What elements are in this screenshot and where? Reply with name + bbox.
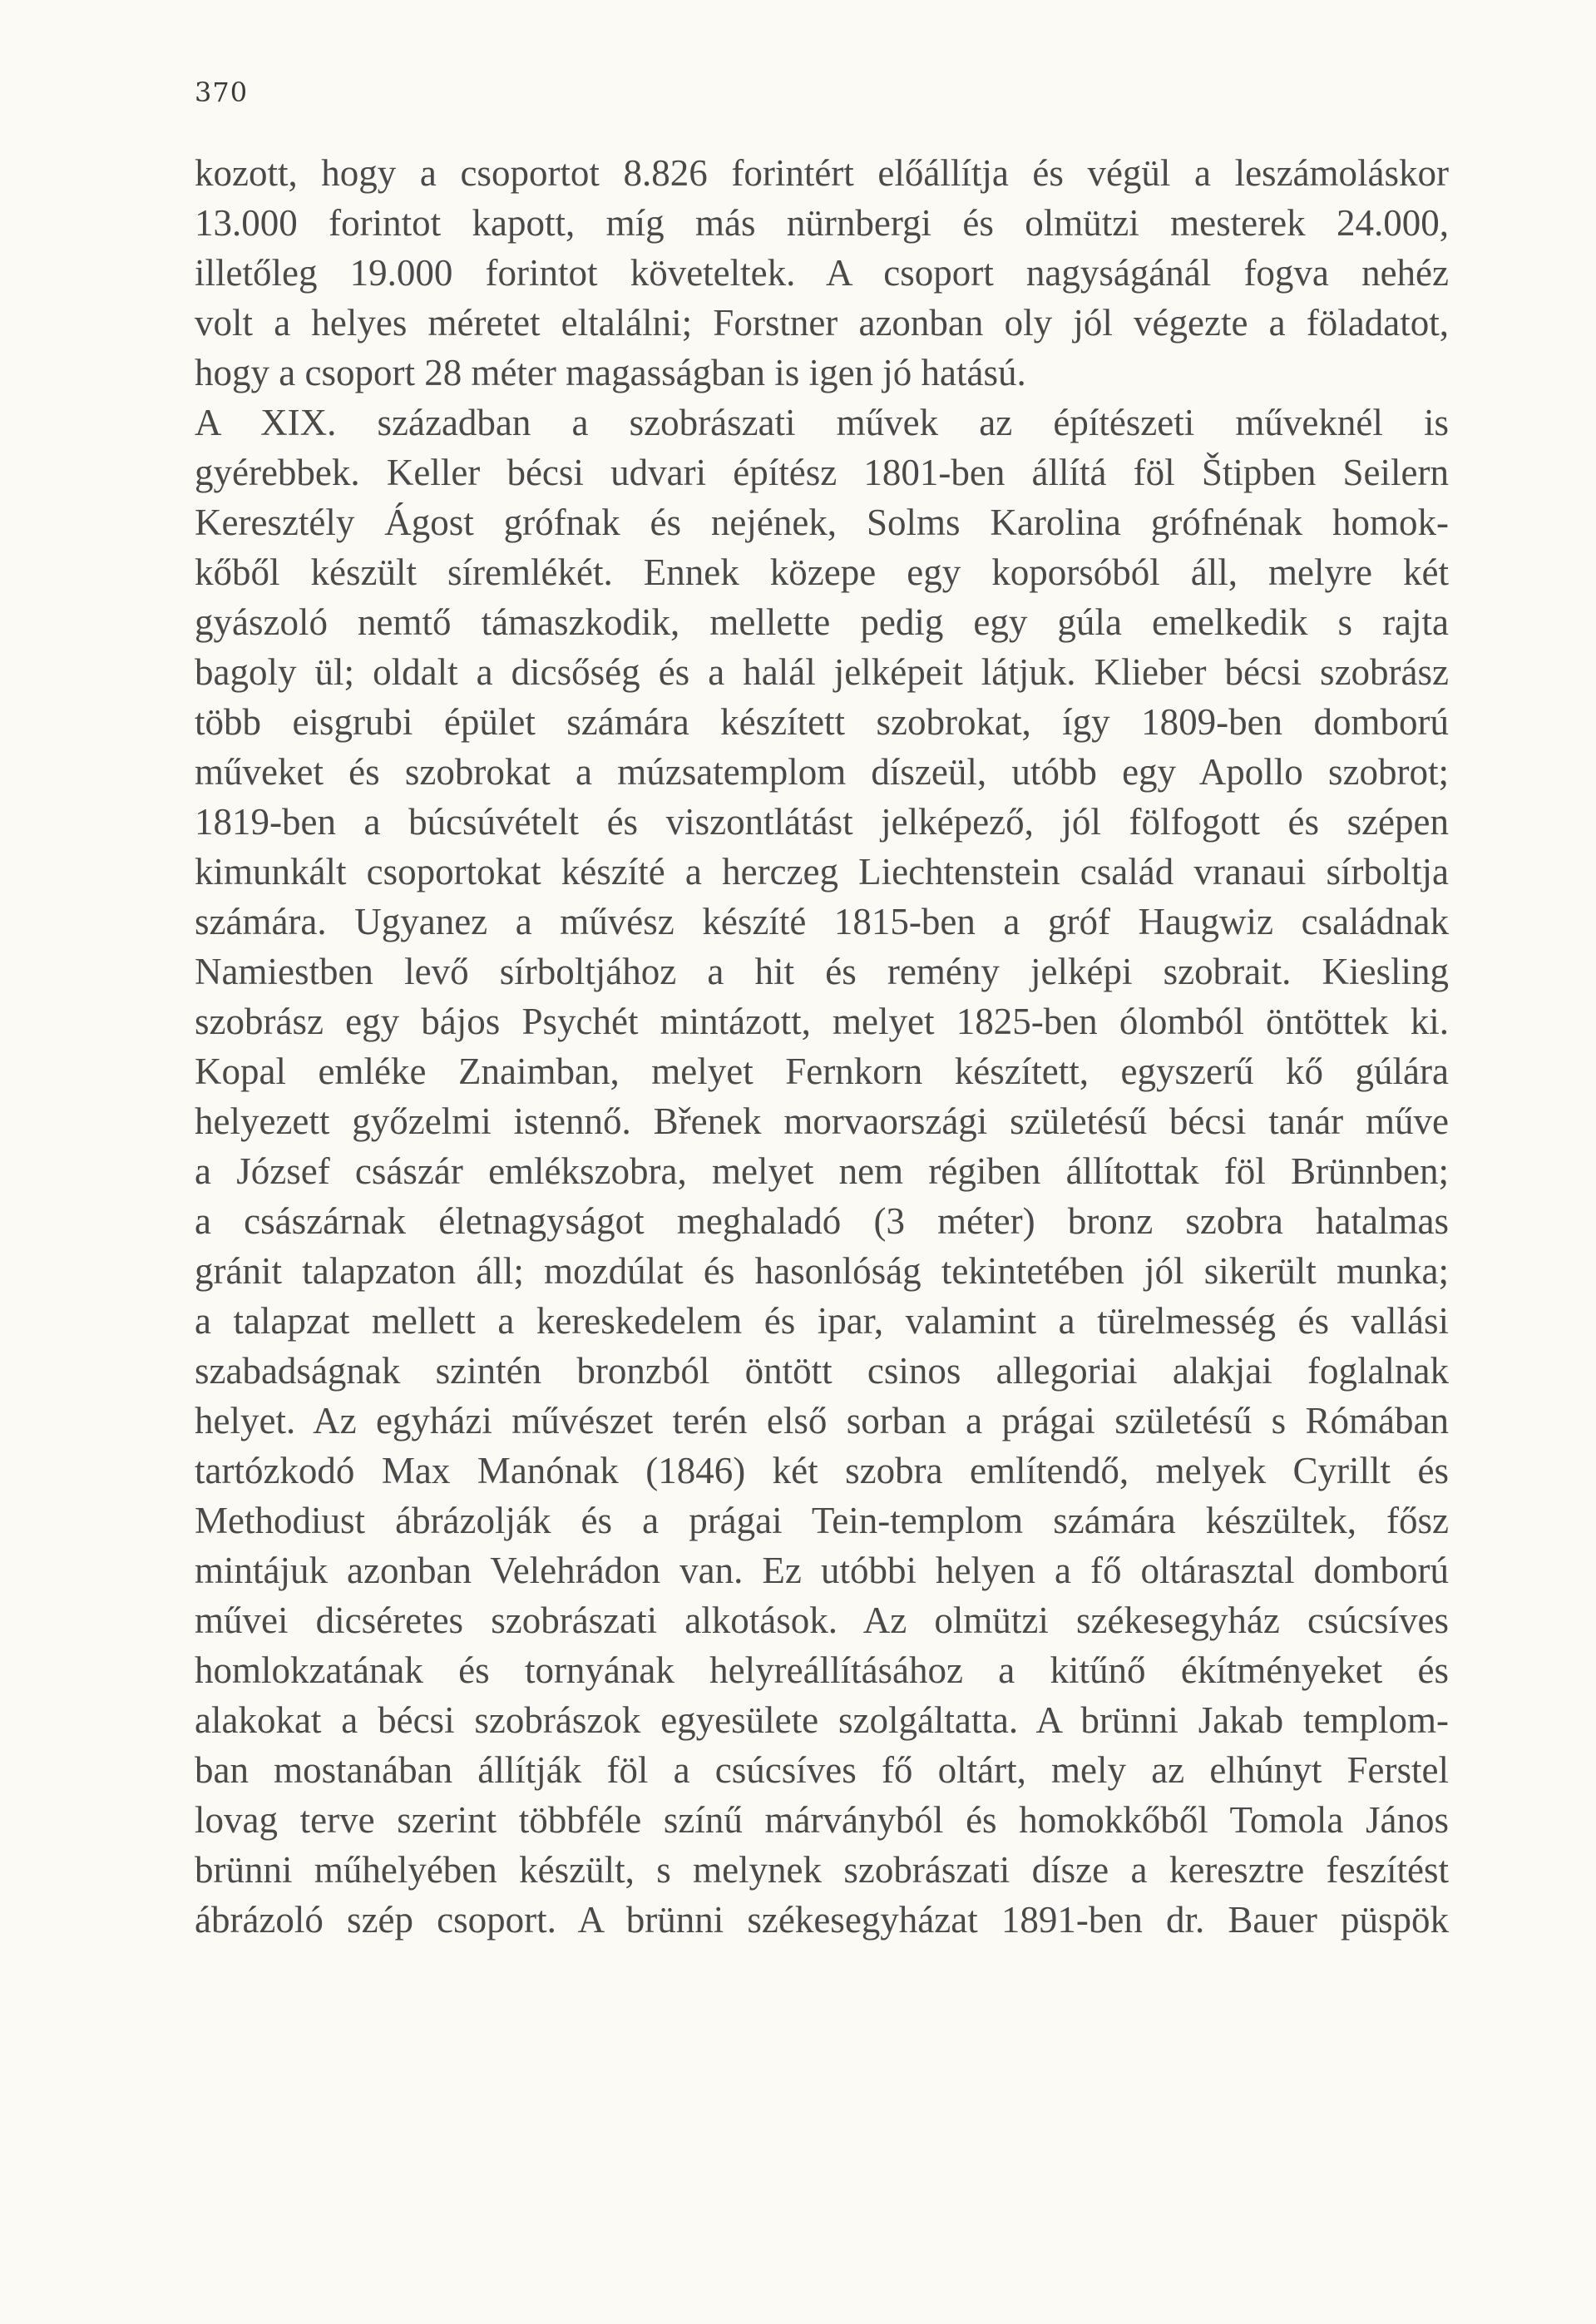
text-line: a talapzat mellett a kereskedelem és ipar, valamint a türelmesség és vallási	[195, 1300, 1449, 1342]
body-text	[195, 148, 1449, 1945]
text-line: hogy a csoport 28 méter magasságban is igen jó hatású.	[195, 352, 1026, 393]
text-line: alakokat a bécsi szobrászok egyesülete szolgáltatta. A brünni Jakab templom-	[195, 1699, 1449, 1741]
text-line: A XIX. században a szobrászati művek az építészeti műveknél is	[195, 402, 1449, 443]
text-line: volt a helyes méretet eltalálni; Forstner azonban oly jól végezte a föladatot,	[195, 302, 1449, 344]
text-line: gyászoló nemtő támaszkodik, mellette pedig egy gúla emelkedik s rajta	[195, 601, 1449, 643]
text-line: gránit talapzaton áll; mozdúlat és hasonlóság tekintetében jól sikerült munka;	[195, 1250, 1449, 1292]
text-line: a József császár emlékszobra, melyet nem régiben állítottak föl Brünnben;	[195, 1150, 1449, 1192]
text-line: szabadságnak szintén bronzból öntött csinos allegoriai alakjai foglalnak	[195, 1350, 1449, 1392]
text-line: művei dicséretes szobrászati alkotások. Az olmützi székesegyház csúcsíves	[195, 1600, 1449, 1641]
text-line: tartózkodó Max Manónak (1846) két szobra említendő, melyek Cyrillt és	[195, 1450, 1449, 1491]
text-line: helyezett győzelmi istennő. Břenek morvaországi születésű bécsi tanár műve	[195, 1100, 1449, 1142]
text-line: ábrázoló szép csoport. A brünni székesegyházat 1891-ben dr. Bauer püspök	[195, 1899, 1449, 1941]
text-line: 13.000 forintot kapott, míg más nürnbergi és olmützi mesterek 24.000,	[195, 202, 1449, 244]
text-line: kimunkált csoportokat készíté a herczeg Liechtenstein család vranaui sírboltja	[195, 851, 1449, 893]
text-line: bagoly ül; oldalt a dicsőség és a halál jelképeit látjuk. Klieber bécsi szobrász	[195, 651, 1449, 693]
text-line: helyet. Az egyházi művészet terén első sorban a prágai születésű s Rómában	[195, 1400, 1449, 1441]
text-line: ban mostanában állítják föl a csúcsíves fő oltárt, mely az elhúnyt Ferstel	[195, 1749, 1449, 1791]
page-number: 370	[195, 77, 249, 108]
text-line: kőből készült síremlékét. Ennek közepe egy koporsóból áll, melyre két	[195, 551, 1449, 593]
text-line: több eisgrubi épület számára készített szobrokat, így 1809-ben domború	[195, 701, 1449, 743]
text-line: Namiestben levő sírboltjához a hit és remény jelképi szobrait. Kiesling	[195, 951, 1449, 992]
text-line: mintájuk azonban Velehrádon van. Ez utóbbi helyen a fő oltárasztal domború	[195, 1550, 1449, 1591]
text-line: műveket és szobrokat a múzsatemplom díszeül, utóbb egy Apollo szobrot;	[195, 751, 1449, 793]
text-line: a császárnak életnagyságot meghaladó (3 méter) bronz szobra hatalmas	[195, 1200, 1449, 1242]
text-line: Kopal emléke Znaimban, melyet Fernkorn készített, egyszerű kő gúlára	[195, 1051, 1449, 1092]
text-line: lovag terve szerint többféle színű márványból és homokkőből Tomola János	[195, 1799, 1449, 1841]
text-line: brünni műhelyében készült, s melynek szobrászati dísze a keresztre feszítést	[195, 1849, 1449, 1891]
text-line: számára. Ugyanez a művész készíté 1815-ben a gróf Haugwiz családnak	[195, 901, 1449, 942]
text-line: gyérebbek. Keller bécsi udvari építész 1801-ben állítá föl Štipben Seilern	[195, 452, 1449, 493]
text-line: Methodiust ábrázolják és a prágai Tein-templom számára készültek, fősz	[195, 1500, 1449, 1541]
text-line: homlokzatának és tornyának helyreállításához a kitűnő ékítményeket és	[195, 1649, 1449, 1691]
text-line: szobrász egy bájos Psychét mintázott, melyet 1825-ben ólomból öntöttek ki.	[195, 1001, 1449, 1042]
text-line: illetőleg 19.000 forintot követeltek. A csoport nagyságánál fogva nehéz	[195, 252, 1449, 294]
text-line: 1819-ben a búcsúvételt és viszontlátást jelképező, jól fölfogott és szépen	[195, 801, 1449, 843]
text-line: Keresztély Ágost grófnak és nejének, Solms Karolina grófnénak homok-	[195, 502, 1449, 543]
text-line: kozott, hogy a csoportot 8.826 forintért előállítja és végül a leszámoláskor	[195, 152, 1449, 194]
